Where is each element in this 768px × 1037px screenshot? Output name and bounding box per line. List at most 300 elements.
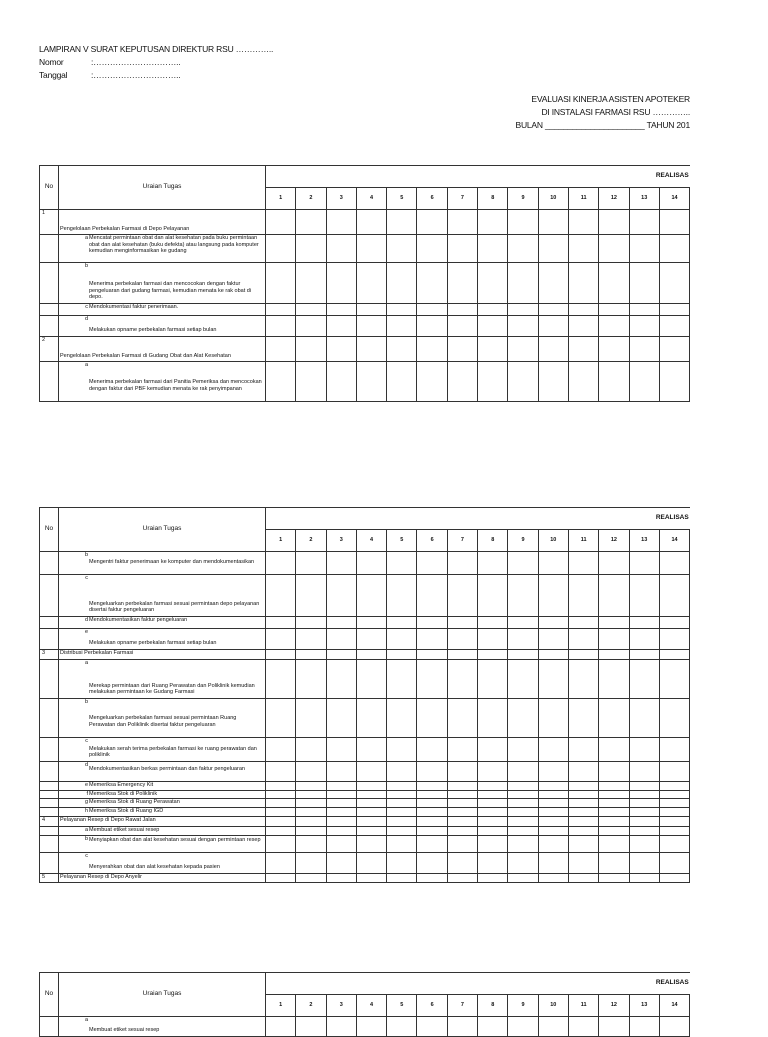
day-cell[interactable] — [447, 316, 477, 337]
day-cell[interactable] — [447, 650, 477, 660]
day-cell[interactable] — [356, 650, 386, 660]
day-cell[interactable] — [296, 827, 326, 836]
day-cell[interactable] — [568, 235, 598, 263]
day-cell[interactable] — [296, 617, 326, 629]
day-cell[interactable] — [356, 337, 386, 362]
day-cell[interactable] — [629, 808, 659, 817]
day-cell[interactable] — [478, 235, 508, 263]
day-cell[interactable] — [659, 337, 689, 362]
day-cell[interactable] — [326, 808, 356, 817]
day-cell[interactable] — [447, 552, 477, 575]
day-cell[interactable] — [538, 782, 568, 791]
day-cell[interactable] — [296, 699, 326, 738]
day-cell[interactable] — [629, 827, 659, 836]
day-cell[interactable] — [296, 853, 326, 874]
day-cell[interactable] — [508, 304, 538, 316]
day-cell[interactable] — [478, 304, 508, 316]
day-cell[interactable] — [417, 235, 447, 263]
day-cell[interactable] — [387, 575, 417, 617]
day-cell[interactable] — [387, 782, 417, 791]
day-cell[interactable] — [356, 762, 386, 782]
day-cell[interactable] — [538, 762, 568, 782]
day-cell[interactable] — [629, 235, 659, 263]
day-cell[interactable] — [417, 874, 447, 883]
day-cell[interactable] — [568, 836, 598, 853]
day-cell[interactable] — [387, 235, 417, 263]
day-cell[interactable] — [478, 617, 508, 629]
day-cell[interactable] — [296, 660, 326, 699]
day-cell[interactable] — [478, 699, 508, 738]
day-cell[interactable] — [387, 210, 417, 235]
day-cell[interactable] — [659, 650, 689, 660]
day-cell[interactable] — [508, 782, 538, 791]
day-cell[interactable] — [387, 853, 417, 874]
day-cell[interactable] — [266, 210, 296, 235]
day-cell[interactable] — [296, 799, 326, 808]
day-cell[interactable] — [387, 650, 417, 660]
day-cell[interactable] — [266, 617, 296, 629]
day-cell[interactable] — [356, 799, 386, 808]
day-cell[interactable] — [266, 738, 296, 762]
day-cell[interactable] — [447, 836, 477, 853]
day-cell[interactable] — [478, 827, 508, 836]
day-cell[interactable] — [296, 263, 326, 304]
day-cell[interactable] — [417, 660, 447, 699]
day-cell[interactable] — [326, 660, 356, 699]
day-cell[interactable] — [478, 874, 508, 883]
day-cell[interactable] — [387, 699, 417, 738]
day-cell[interactable] — [599, 235, 629, 263]
day-cell[interactable] — [478, 629, 508, 650]
day-cell[interactable] — [599, 799, 629, 808]
day-cell[interactable] — [659, 362, 689, 402]
day-cell[interactable] — [356, 210, 386, 235]
day-cell[interactable] — [326, 235, 356, 263]
day-cell[interactable] — [629, 738, 659, 762]
day-cell[interactable] — [599, 650, 629, 660]
day-cell[interactable] — [417, 782, 447, 791]
day-cell[interactable] — [296, 782, 326, 791]
day-cell[interactable] — [387, 617, 417, 629]
day-cell[interactable] — [447, 617, 477, 629]
day-cell[interactable] — [599, 853, 629, 874]
day-cell[interactable] — [599, 660, 629, 699]
day-cell[interactable] — [508, 808, 538, 817]
day-cell[interactable] — [326, 874, 356, 883]
day-cell[interactable] — [266, 629, 296, 650]
day-cell[interactable] — [478, 316, 508, 337]
day-cell[interactable] — [296, 1017, 326, 1037]
day-cell[interactable] — [356, 836, 386, 853]
day-cell[interactable] — [508, 316, 538, 337]
day-cell[interactable] — [296, 817, 326, 827]
day-cell[interactable] — [356, 263, 386, 304]
day-cell[interactable] — [508, 552, 538, 575]
day-cell[interactable] — [387, 738, 417, 762]
day-cell[interactable] — [629, 650, 659, 660]
day-cell[interactable] — [538, 575, 568, 617]
day-cell[interactable] — [296, 362, 326, 402]
day-cell[interactable] — [417, 362, 447, 402]
day-cell[interactable] — [326, 263, 356, 304]
day-cell[interactable] — [266, 799, 296, 808]
day-cell[interactable] — [326, 817, 356, 827]
day-cell[interactable] — [447, 235, 477, 263]
day-cell[interactable] — [599, 808, 629, 817]
day-cell[interactable] — [266, 817, 296, 827]
day-cell[interactable] — [629, 316, 659, 337]
day-cell[interactable] — [417, 762, 447, 782]
day-cell[interactable] — [659, 617, 689, 629]
day-cell[interactable] — [599, 316, 629, 337]
day-cell[interactable] — [538, 617, 568, 629]
day-cell[interactable] — [387, 660, 417, 699]
day-cell[interactable] — [417, 617, 447, 629]
day-cell[interactable] — [478, 337, 508, 362]
day-cell[interactable] — [356, 853, 386, 874]
day-cell[interactable] — [629, 552, 659, 575]
day-cell[interactable] — [387, 762, 417, 782]
day-cell[interactable] — [629, 1017, 659, 1037]
day-cell[interactable] — [629, 362, 659, 402]
day-cell[interactable] — [659, 304, 689, 316]
day-cell[interactable] — [659, 210, 689, 235]
day-cell[interactable] — [538, 699, 568, 738]
day-cell[interactable] — [599, 836, 629, 853]
day-cell[interactable] — [387, 874, 417, 883]
day-cell[interactable] — [599, 874, 629, 883]
day-cell[interactable] — [599, 304, 629, 316]
day-cell[interactable] — [508, 791, 538, 799]
day-cell[interactable] — [326, 210, 356, 235]
day-cell[interactable] — [538, 552, 568, 575]
day-cell[interactable] — [417, 738, 447, 762]
day-cell[interactable] — [417, 316, 447, 337]
day-cell[interactable] — [478, 817, 508, 827]
day-cell[interactable] — [417, 210, 447, 235]
day-cell[interactable] — [387, 827, 417, 836]
day-cell[interactable] — [568, 362, 598, 402]
day-cell[interactable] — [508, 263, 538, 304]
day-cell[interactable] — [508, 575, 538, 617]
day-cell[interactable] — [568, 210, 598, 235]
day-cell[interactable] — [266, 836, 296, 853]
day-cell[interactable] — [326, 699, 356, 738]
day-cell[interactable] — [568, 808, 598, 817]
day-cell[interactable] — [508, 617, 538, 629]
day-cell[interactable] — [538, 874, 568, 883]
day-cell[interactable] — [568, 738, 598, 762]
day-cell[interactable] — [659, 738, 689, 762]
day-cell[interactable] — [326, 853, 356, 874]
day-cell[interactable] — [296, 575, 326, 617]
day-cell[interactable] — [568, 660, 598, 699]
day-cell[interactable] — [356, 782, 386, 791]
day-cell[interactable] — [568, 552, 598, 575]
day-cell[interactable] — [599, 738, 629, 762]
day-cell[interactable] — [447, 782, 477, 791]
day-cell[interactable] — [659, 316, 689, 337]
day-cell[interactable] — [387, 337, 417, 362]
day-cell[interactable] — [538, 738, 568, 762]
day-cell[interactable] — [568, 263, 598, 304]
day-cell[interactable] — [478, 836, 508, 853]
day-cell[interactable] — [568, 874, 598, 883]
day-cell[interactable] — [387, 1017, 417, 1037]
day-cell[interactable] — [296, 791, 326, 799]
day-cell[interactable] — [356, 827, 386, 836]
day-cell[interactable] — [417, 629, 447, 650]
day-cell[interactable] — [296, 235, 326, 263]
day-cell[interactable] — [387, 629, 417, 650]
day-cell[interactable] — [568, 316, 598, 337]
day-cell[interactable] — [599, 791, 629, 799]
day-cell[interactable] — [447, 853, 477, 874]
day-cell[interactable] — [387, 799, 417, 808]
day-cell[interactable] — [356, 817, 386, 827]
day-cell[interactable] — [417, 799, 447, 808]
day-cell[interactable] — [417, 552, 447, 575]
day-cell[interactable] — [266, 1017, 296, 1037]
day-cell[interactable] — [599, 699, 629, 738]
day-cell[interactable] — [629, 782, 659, 791]
day-cell[interactable] — [296, 808, 326, 817]
day-cell[interactable] — [659, 552, 689, 575]
day-cell[interactable] — [538, 629, 568, 650]
day-cell[interactable] — [478, 660, 508, 699]
day-cell[interactable] — [538, 337, 568, 362]
day-cell[interactable] — [417, 699, 447, 738]
day-cell[interactable] — [326, 362, 356, 402]
day-cell[interactable] — [326, 1017, 356, 1037]
day-cell[interactable] — [296, 874, 326, 883]
day-cell[interactable] — [508, 660, 538, 699]
day-cell[interactable] — [447, 629, 477, 650]
day-cell[interactable] — [266, 762, 296, 782]
day-cell[interactable] — [508, 874, 538, 883]
day-cell[interactable] — [447, 817, 477, 827]
day-cell[interactable] — [356, 738, 386, 762]
day-cell[interactable] — [599, 210, 629, 235]
day-cell[interactable] — [266, 853, 296, 874]
day-cell[interactable] — [447, 210, 477, 235]
day-cell[interactable] — [417, 853, 447, 874]
day-cell[interactable] — [326, 617, 356, 629]
day-cell[interactable] — [296, 762, 326, 782]
day-cell[interactable] — [659, 263, 689, 304]
day-cell[interactable] — [659, 874, 689, 883]
day-cell[interactable] — [568, 817, 598, 827]
day-cell[interactable] — [356, 235, 386, 263]
day-cell[interactable] — [599, 782, 629, 791]
day-cell[interactable] — [659, 782, 689, 791]
day-cell[interactable] — [629, 575, 659, 617]
day-cell[interactable] — [568, 650, 598, 660]
day-cell[interactable] — [447, 575, 477, 617]
day-cell[interactable] — [659, 827, 689, 836]
day-cell[interactable] — [266, 660, 296, 699]
day-cell[interactable] — [538, 817, 568, 827]
day-cell[interactable] — [629, 853, 659, 874]
day-cell[interactable] — [478, 853, 508, 874]
day-cell[interactable] — [659, 799, 689, 808]
day-cell[interactable] — [356, 699, 386, 738]
day-cell[interactable] — [266, 263, 296, 304]
day-cell[interactable] — [356, 316, 386, 337]
day-cell[interactable] — [659, 699, 689, 738]
day-cell[interactable] — [568, 791, 598, 799]
day-cell[interactable] — [417, 337, 447, 362]
day-cell[interactable] — [447, 263, 477, 304]
day-cell[interactable] — [478, 575, 508, 617]
day-cell[interactable] — [508, 827, 538, 836]
day-cell[interactable] — [599, 762, 629, 782]
day-cell[interactable] — [326, 316, 356, 337]
day-cell[interactable] — [356, 304, 386, 316]
day-cell[interactable] — [659, 808, 689, 817]
day-cell[interactable] — [629, 817, 659, 827]
day-cell[interactable] — [538, 836, 568, 853]
day-cell[interactable] — [387, 836, 417, 853]
day-cell[interactable] — [538, 263, 568, 304]
day-cell[interactable] — [478, 362, 508, 402]
day-cell[interactable] — [387, 552, 417, 575]
day-cell[interactable] — [296, 304, 326, 316]
day-cell[interactable] — [356, 629, 386, 650]
day-cell[interactable] — [356, 874, 386, 883]
day-cell[interactable] — [538, 791, 568, 799]
day-cell[interactable] — [447, 337, 477, 362]
day-cell[interactable] — [538, 827, 568, 836]
day-cell[interactable] — [568, 337, 598, 362]
day-cell[interactable] — [447, 799, 477, 808]
day-cell[interactable] — [629, 874, 659, 883]
day-cell[interactable] — [659, 575, 689, 617]
day-cell[interactable] — [508, 817, 538, 827]
day-cell[interactable] — [629, 799, 659, 808]
day-cell[interactable] — [296, 629, 326, 650]
day-cell[interactable] — [659, 235, 689, 263]
day-cell[interactable] — [538, 304, 568, 316]
day-cell[interactable] — [478, 799, 508, 808]
day-cell[interactable] — [266, 782, 296, 791]
day-cell[interactable] — [447, 874, 477, 883]
day-cell[interactable] — [447, 738, 477, 762]
day-cell[interactable] — [266, 808, 296, 817]
day-cell[interactable] — [387, 304, 417, 316]
day-cell[interactable] — [599, 263, 629, 304]
day-cell[interactable] — [387, 791, 417, 799]
day-cell[interactable] — [568, 1017, 598, 1037]
day-cell[interactable] — [356, 362, 386, 402]
day-cell[interactable] — [568, 799, 598, 808]
day-cell[interactable] — [326, 827, 356, 836]
day-cell[interactable] — [417, 808, 447, 817]
day-cell[interactable] — [266, 791, 296, 799]
day-cell[interactable] — [387, 362, 417, 402]
day-cell[interactable] — [599, 552, 629, 575]
day-cell[interactable] — [387, 808, 417, 817]
day-cell[interactable] — [266, 337, 296, 362]
day-cell[interactable] — [296, 337, 326, 362]
day-cell[interactable] — [417, 791, 447, 799]
day-cell[interactable] — [478, 263, 508, 304]
day-cell[interactable] — [629, 617, 659, 629]
day-cell[interactable] — [417, 263, 447, 304]
day-cell[interactable] — [478, 791, 508, 799]
day-cell[interactable] — [356, 1017, 386, 1037]
day-cell[interactable] — [296, 836, 326, 853]
day-cell[interactable] — [356, 808, 386, 817]
day-cell[interactable] — [478, 808, 508, 817]
day-cell[interactable] — [417, 817, 447, 827]
day-cell[interactable] — [568, 762, 598, 782]
day-cell[interactable] — [417, 650, 447, 660]
day-cell[interactable] — [326, 304, 356, 316]
day-cell[interactable] — [296, 650, 326, 660]
day-cell[interactable] — [599, 575, 629, 617]
day-cell[interactable] — [447, 791, 477, 799]
day-cell[interactable] — [387, 316, 417, 337]
day-cell[interactable] — [538, 808, 568, 817]
day-cell[interactable] — [447, 660, 477, 699]
day-cell[interactable] — [326, 337, 356, 362]
day-cell[interactable] — [478, 782, 508, 791]
day-cell[interactable] — [568, 699, 598, 738]
day-cell[interactable] — [599, 1017, 629, 1037]
day-cell[interactable] — [478, 650, 508, 660]
day-cell[interactable] — [326, 836, 356, 853]
day-cell[interactable] — [568, 629, 598, 650]
day-cell[interactable] — [508, 799, 538, 808]
day-cell[interactable] — [447, 362, 477, 402]
day-cell[interactable] — [266, 235, 296, 263]
day-cell[interactable] — [659, 791, 689, 799]
day-cell[interactable] — [599, 337, 629, 362]
day-cell[interactable] — [599, 362, 629, 402]
day-cell[interactable] — [568, 617, 598, 629]
day-cell[interactable] — [266, 874, 296, 883]
day-cell[interactable] — [417, 304, 447, 316]
day-cell[interactable] — [478, 738, 508, 762]
day-cell[interactable] — [296, 210, 326, 235]
day-cell[interactable] — [508, 1017, 538, 1037]
day-cell[interactable] — [296, 552, 326, 575]
day-cell[interactable] — [447, 699, 477, 738]
day-cell[interactable] — [659, 853, 689, 874]
day-cell[interactable] — [629, 263, 659, 304]
day-cell[interactable] — [266, 575, 296, 617]
day-cell[interactable] — [508, 738, 538, 762]
day-cell[interactable] — [599, 629, 629, 650]
day-cell[interactable] — [447, 304, 477, 316]
day-cell[interactable] — [538, 660, 568, 699]
day-cell[interactable] — [266, 699, 296, 738]
day-cell[interactable] — [326, 762, 356, 782]
day-cell[interactable] — [266, 552, 296, 575]
day-cell[interactable] — [296, 738, 326, 762]
day-cell[interactable] — [326, 791, 356, 799]
day-cell[interactable] — [326, 650, 356, 660]
day-cell[interactable] — [266, 316, 296, 337]
day-cell[interactable] — [659, 817, 689, 827]
day-cell[interactable] — [356, 660, 386, 699]
day-cell[interactable] — [508, 337, 538, 362]
day-cell[interactable] — [629, 629, 659, 650]
day-cell[interactable] — [599, 617, 629, 629]
day-cell[interactable] — [417, 575, 447, 617]
day-cell[interactable] — [508, 629, 538, 650]
